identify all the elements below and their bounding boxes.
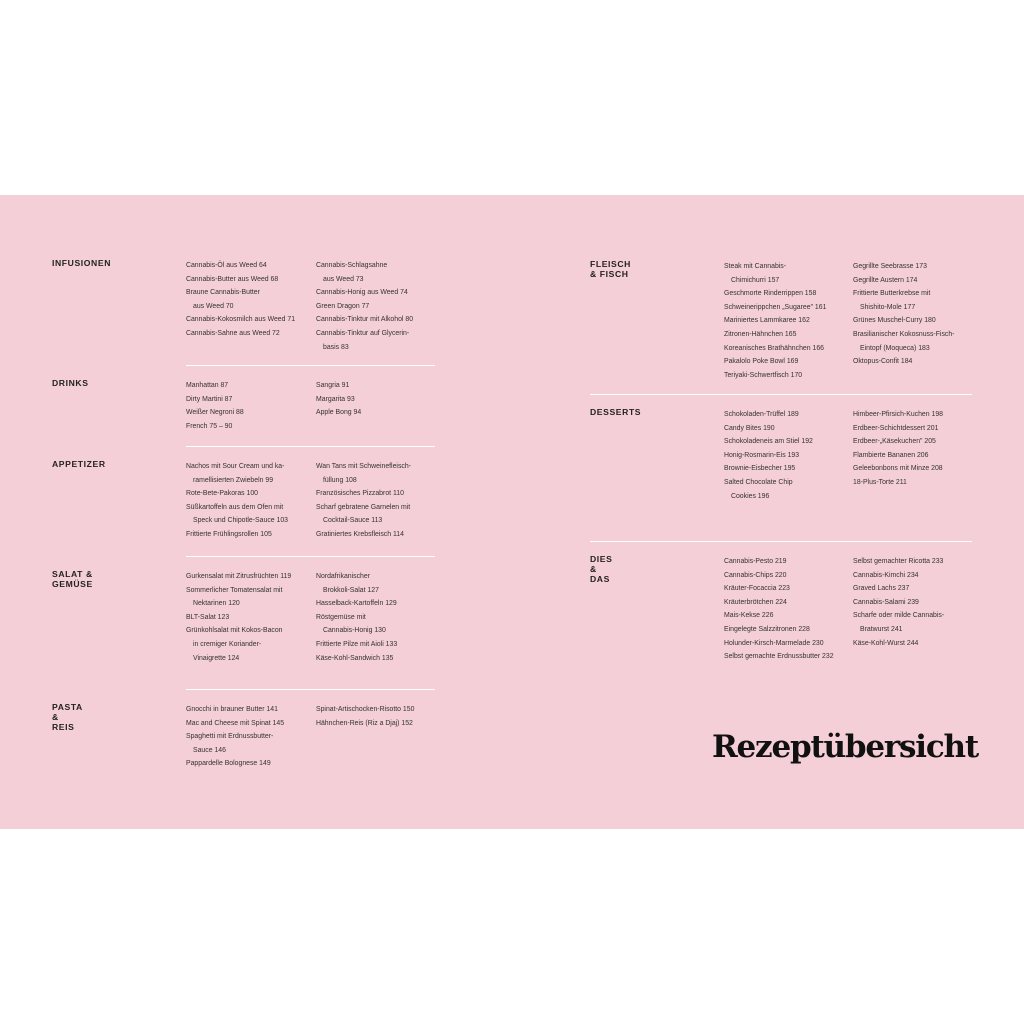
- recipe-name-continued: Nektarinen 120: [193, 600, 240, 608]
- section-divider: [590, 541, 972, 542]
- recipe-name: Cannabis-Pesto 219: [724, 558, 787, 565]
- recipe-entry: [186, 730, 284, 757]
- recipe-entry: [186, 460, 288, 487]
- recipe-column: [724, 260, 826, 382]
- recipe-column: [186, 259, 295, 341]
- recipe-name: Flambierte Bananen 206: [853, 451, 929, 459]
- recipe-entry: [186, 273, 295, 287]
- recipe-name-continued: ramellisierten Zwiebeln 99: [193, 476, 274, 484]
- recipe-entry: [186, 406, 244, 420]
- section-title: APPETIZER: [52, 459, 106, 469]
- recipe-entry: [853, 355, 954, 369]
- recipe-entry: [316, 597, 397, 611]
- recipe-entry: [853, 274, 954, 288]
- recipe-name: Salted Chocolate Chip: [724, 478, 793, 486]
- recipe-name-continued: Sauce 146: [193, 746, 226, 754]
- recipe-entry: [724, 462, 813, 476]
- recipe-name: Frittierte Frühlingsrollen 105: [186, 530, 272, 538]
- recipe-name-continued: aus Weed 70: [193, 302, 234, 310]
- recipe-name: Steak mit Cannabis-: [724, 263, 787, 270]
- recipe-entry: [186, 487, 288, 501]
- recipe-entry: [316, 406, 361, 420]
- recipe-entry: [853, 569, 944, 583]
- recipe-name: Erdbeer-Schichtdessert 201: [853, 424, 939, 432]
- recipe-entry: [724, 582, 834, 596]
- left-page: [0, 195, 512, 829]
- recipe-entry: [316, 327, 413, 354]
- recipe-entry: [724, 623, 834, 637]
- recipe-entry: [724, 650, 834, 664]
- recipe-entry: [316, 611, 397, 638]
- section-title: PASTA & REIS: [52, 702, 83, 732]
- recipe-name: Kräuter-Focaccia 223: [724, 585, 790, 593]
- recipe-column: [316, 570, 397, 665]
- recipe-entry: [316, 286, 413, 300]
- recipe-name: Graved Lachs 237: [853, 585, 910, 593]
- recipe-entry: [316, 460, 411, 487]
- recipe-entry: [853, 609, 944, 636]
- recipe-column: [316, 460, 411, 542]
- recipe-entry: [316, 300, 413, 314]
- recipe-name: Hasselback-Kartoffeln 129: [316, 600, 397, 608]
- recipe-entry: [186, 757, 284, 771]
- recipe-name: Selbst gemachte Erdnussbutter 232: [724, 653, 834, 661]
- recipe-name: Eingelegte Salzzitronen 228: [724, 625, 810, 633]
- recipe-name: Scharf gebratene Garnelen mit: [316, 503, 411, 511]
- recipe-entry: [186, 717, 284, 731]
- recipe-name-continued: Shishito-Mole 177: [860, 303, 916, 311]
- recipe-entry: [186, 286, 295, 313]
- recipe-entry: [853, 314, 954, 328]
- recipe-entry: [186, 501, 288, 528]
- section-title: DRINKS: [52, 378, 89, 388]
- recipe-entry: [724, 569, 834, 583]
- recipe-column: [853, 408, 943, 490]
- recipe-entry: [316, 717, 414, 731]
- recipe-name-continued: Cookies 196: [731, 492, 770, 500]
- recipe-column: [316, 259, 413, 354]
- recipe-entry: [853, 408, 943, 422]
- recipe-entry: [853, 260, 954, 274]
- recipe-name-continued: Vinaigrette 124: [193, 654, 240, 662]
- recipe-name: Cannabis-Butter aus Weed 68: [186, 275, 279, 283]
- recipe-name: Brownie-Eisbecher 195: [724, 465, 796, 473]
- recipe-entry: [853, 582, 944, 596]
- recipe-entry: [853, 449, 943, 463]
- recipe-name: Manhattan 87: [186, 382, 229, 389]
- recipe-name: Nordafrikanischer: [316, 573, 370, 580]
- recipe-name: Gratiniertes Krebsfleisch 114: [316, 530, 404, 538]
- recipe-name: Spaghetti mit Erdnussbutter-: [186, 733, 274, 741]
- page-title: Rezeptübersicht: [711, 729, 978, 765]
- recipe-name: BLT-Salat 123: [186, 613, 230, 621]
- recipe-name: Mac and Cheese mit Spinat 145: [186, 719, 285, 727]
- recipe-name: Pakalolo Poke Bowl 169: [724, 358, 799, 366]
- recipe-entry: [724, 435, 813, 449]
- recipe-name-continued: Cannabis-Honig 130: [323, 627, 386, 635]
- recipe-name: Weißer Negroni 88: [186, 409, 244, 417]
- recipe-entry: [186, 327, 295, 341]
- recipe-entry: [316, 570, 397, 597]
- book-spread: [0, 195, 1024, 829]
- recipe-entry: [724, 328, 826, 342]
- recipe-name: Holunder-Kirsch-Marmelade 230: [724, 639, 824, 647]
- recipe-name: Himbeer-Pfirsich-Kuchen 198: [853, 411, 943, 418]
- recipe-entry: [724, 408, 813, 422]
- recipe-name: Oktopus-Confit 184: [853, 358, 913, 366]
- recipe-column: [853, 555, 944, 650]
- recipe-column: [724, 408, 813, 503]
- recipe-name: Pappardelle Bolognese 149: [186, 760, 271, 768]
- recipe-name: Gnocchi in brauner Butter 141: [186, 706, 278, 713]
- recipe-entry: [316, 313, 413, 327]
- recipe-entry: [724, 355, 826, 369]
- recipe-name-continued: füllung 108: [323, 476, 357, 484]
- recipe-entry: [853, 435, 943, 449]
- recipe-name-continued: aus Weed 73: [323, 275, 364, 283]
- recipe-name: Cannabis-Chips 220: [724, 571, 787, 579]
- recipe-name: Mariniertes Lammkaree 162: [724, 317, 810, 325]
- recipe-name: Spinat-Artischocken-Risotto 150: [316, 706, 415, 713]
- recipe-name: Teriyaki-Schwertfisch 170: [724, 371, 803, 379]
- recipe-entry: [853, 555, 944, 569]
- recipe-entry: [853, 328, 954, 355]
- section-divider: [186, 365, 435, 366]
- recipe-name: Süßkartoffeln aus dem Ofen mit: [186, 503, 284, 511]
- recipe-column: [186, 570, 291, 665]
- recipe-name: Gurkensalat mit Zitrusfrüchten 119: [186, 573, 292, 580]
- recipe-entry: [316, 259, 413, 286]
- recipe-entry: [316, 393, 361, 407]
- recipe-name: Cannabis-Kokosmilch aus Weed 71: [186, 316, 296, 324]
- recipe-entry: [853, 422, 943, 436]
- recipe-name-continued: Brokkoli-Salat 127: [323, 586, 379, 594]
- recipe-entry: [316, 487, 411, 501]
- recipe-column: [186, 703, 284, 771]
- recipe-name-continued: Eintopf (Moqueca) 183: [860, 344, 930, 352]
- recipe-column: [316, 703, 414, 730]
- recipe-entry: [316, 379, 361, 393]
- recipe-entry: [186, 259, 295, 273]
- recipe-name: Green Dragon 77: [316, 302, 370, 310]
- recipe-name: Braune Cannabis-Butter: [186, 289, 260, 297]
- recipe-name-continued: basis 83: [323, 343, 349, 351]
- recipe-entry: [853, 287, 954, 314]
- recipe-entry: [724, 555, 834, 569]
- recipe-entry: [186, 313, 295, 327]
- recipe-entry: [316, 638, 397, 652]
- recipe-name: Frittierte Pilze mit Aioli 133: [316, 640, 398, 648]
- recipe-name: Schweinerippchen „Sugaree" 161: [724, 303, 827, 311]
- recipe-entry: [724, 287, 826, 301]
- recipe-name: Röstgemüse mit: [316, 613, 366, 621]
- recipe-entry: [724, 342, 826, 356]
- recipe-entry: [724, 609, 834, 623]
- section-title: DESSERTS: [590, 407, 642, 417]
- recipe-name: Honig-Rosmarin-Eis 193: [724, 451, 800, 459]
- recipe-column: [316, 379, 361, 420]
- section-divider: [186, 446, 435, 447]
- recipe-name-continued: Bratwurst 241: [860, 625, 903, 633]
- recipe-entry: [186, 624, 291, 665]
- recipe-entry: [724, 301, 826, 315]
- recipe-column: [724, 555, 834, 664]
- recipe-name: Kräuterbrötchen 224: [724, 598, 787, 606]
- recipe-entry: [186, 420, 244, 434]
- recipe-entry: [186, 393, 244, 407]
- recipe-entry: [186, 570, 291, 584]
- recipe-name-continued: Speck und Chipotle-Sauce 103: [193, 517, 289, 525]
- right-page: [512, 195, 1024, 829]
- recipe-column: [186, 460, 288, 542]
- recipe-entry: [186, 584, 291, 611]
- recipe-name: Sangria 91: [316, 382, 350, 389]
- recipe-name-continued: Chimichurri 157: [731, 276, 780, 284]
- recipe-name: Geleebonbons mit Minze 208: [853, 465, 943, 473]
- recipe-entry: [853, 476, 943, 490]
- recipe-name: Cannabis-Sahne aus Weed 72: [186, 329, 280, 337]
- recipe-column: [186, 379, 244, 433]
- recipe-name: Sommerlicher Tomatensalat mit: [186, 586, 283, 594]
- recipe-entry: [853, 596, 944, 610]
- recipe-name: Gegrillte Austern 174: [853, 276, 918, 284]
- recipe-name: 18-Plus-Torte 211: [853, 478, 907, 486]
- recipe-entry: [186, 379, 244, 393]
- recipe-name: Mais-Kekse 226: [724, 612, 774, 620]
- recipe-entry: [724, 260, 826, 287]
- recipe-name: Dirty Martini 87: [186, 395, 233, 403]
- recipe-entry: [724, 369, 826, 383]
- recipe-entry: [316, 528, 411, 542]
- recipe-name: Cannabis-Tinktur mit Alkohol 80: [316, 316, 414, 324]
- recipe-name: Grünes Muschel-Curry 180: [853, 317, 936, 325]
- section-title: DIES & DAS: [590, 554, 613, 584]
- recipe-name-continued: Cocktail-Sauce 113: [323, 517, 383, 525]
- recipe-name: Cannabis-Schlagsahne: [316, 262, 388, 269]
- recipe-name: Erdbeer-„Käsekuchen" 205: [853, 438, 936, 446]
- recipe-name: Cannabis-Tinktur auf Glycerin-: [316, 329, 410, 337]
- recipe-name: Cannabis-Salami 239: [853, 598, 919, 606]
- section-divider: [590, 394, 972, 395]
- recipe-entry: [186, 703, 284, 717]
- recipe-name: Käse-Kohl-Wurst 244: [853, 639, 919, 647]
- recipe-name: Cannabis-Kimchi 234: [853, 571, 919, 579]
- recipe-entry: [724, 596, 834, 610]
- recipe-column: [853, 260, 954, 369]
- recipe-name: Cannabis-Honig aus Weed 74: [316, 289, 408, 297]
- recipe-entry: [316, 501, 411, 528]
- section-title: FLEISCH & FISCH: [590, 259, 631, 279]
- recipe-entry: [853, 462, 943, 476]
- recipe-name: Selbst gemachter Ricotta 233: [853, 558, 944, 565]
- recipe-entry: [724, 314, 826, 328]
- section-title: INFUSIONEN: [52, 258, 111, 268]
- recipe-entry: [186, 528, 288, 542]
- recipe-name: Wan Tans mit Schweinefleisch-: [316, 463, 411, 470]
- recipe-name: Käse-Kohl-Sandwich 135: [316, 654, 394, 662]
- recipe-name: Hähnchen-Reis (Riz a Djaj) 152: [316, 719, 413, 727]
- recipe-name: Scharfe oder milde Cannabis-: [853, 612, 945, 620]
- section-title: SALAT & GEMÜSE: [52, 569, 93, 589]
- section-divider: [186, 556, 435, 557]
- recipe-name: Cannabis-Öl aus Weed 64: [186, 262, 267, 269]
- recipe-entry: [853, 637, 944, 651]
- recipe-name-continued: in cremiger Koriander-: [193, 640, 262, 648]
- recipe-name: French 75 – 90: [186, 422, 233, 430]
- recipe-name: Apple Bong 94: [316, 409, 362, 417]
- recipe-name: Schokoladen-Trüffel 189: [724, 411, 799, 418]
- recipe-entry: [724, 422, 813, 436]
- recipe-entry: [724, 449, 813, 463]
- recipe-name: Nachos mit Sour Cream und ka-: [186, 463, 285, 470]
- recipe-name: Margarita 93: [316, 395, 355, 403]
- recipe-name: Grünkohlsalat mit Kokos-Bacon: [186, 627, 283, 635]
- recipe-name: Candy Bites 190: [724, 424, 775, 432]
- recipe-name: Französisches Pizzabrot 110: [316, 490, 404, 498]
- recipe-entry: [186, 611, 291, 625]
- recipe-name: Rote-Bete-Pakoras 100: [186, 490, 259, 498]
- recipe-name: Frittierte Butterkrebse mit: [853, 290, 931, 298]
- recipe-name: Koreanisches Brathähnchen 166: [724, 344, 824, 352]
- recipe-name: Brasilianischer Kokosnuss-Fisch-: [853, 330, 955, 338]
- recipe-name: Gegrillte Seebrasse 173: [853, 263, 927, 270]
- recipe-entry: [316, 652, 397, 666]
- recipe-name: Geschmorte Rinderrippen 158: [724, 290, 817, 298]
- recipe-entry: [724, 637, 834, 651]
- recipe-name: Schokoladeneis am Stiel 192: [724, 438, 813, 446]
- recipe-entry: [316, 703, 414, 717]
- section-divider: [186, 689, 435, 690]
- recipe-name: Zitronen-Hähnchen 165: [724, 330, 797, 338]
- recipe-entry: [724, 476, 813, 503]
